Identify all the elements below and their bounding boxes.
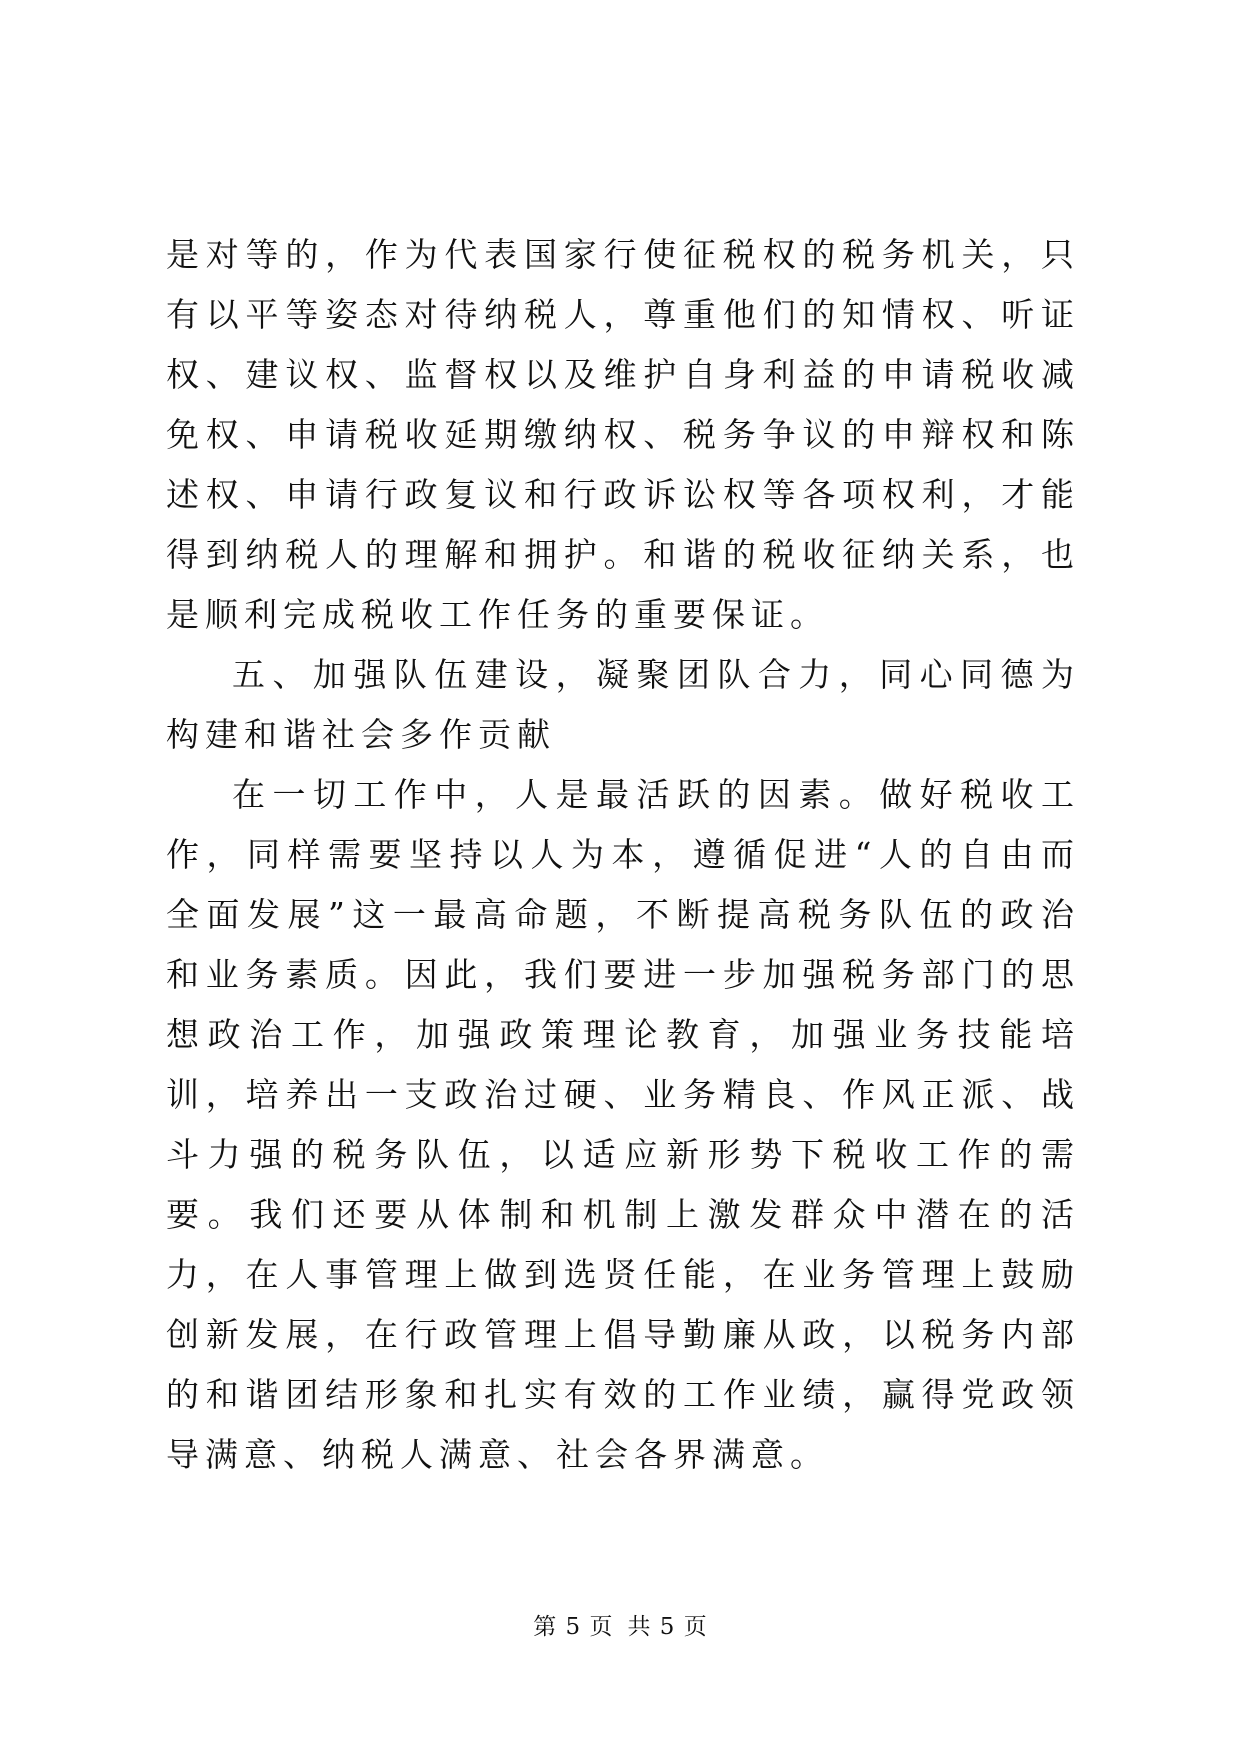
- section-heading: 五、加强队伍建设，凝聚团队合力，同心同德为构建和谐社会多作贡献: [166, 655, 1080, 754]
- page-total: 共 5 页: [627, 1614, 708, 1640]
- page-number: 第 5 页: [533, 1614, 614, 1640]
- paragraph-continuation: 是对等的，作为代表国家行使征税权的税务机关，只有以平等姿态对待纳税人，尊重他们的知情权、听证权、建议权、监督权以及维护自身利益的申请税收减免权、申请税收延期缴纳权、税务争议的申辩权和陈述权、申请行政复议和行政诉讼权等各项权利，才能得到纳税人的理解和拥护。和谐的税收征纳关系，也是顺利完成税收工作任务的重要保证。: [166, 235, 1080, 634]
- paragraph-body: 在一切工作中，人是最活跃的因素。做好税收工作，同样需要坚持以人为本，遵循促进“人的自由而全面发展”这一最高命题，不断提高税务队伍的政治和业务素质。因此，我们要进一步加强税务部门的思想政治工作，加强政策理论教育，加强业务技能培训，培养出一支政治过硬、业务精良、作风正派、战斗力强的税务队伍，以适应新形势下税收工作的需要。我们还要从体制和机制上激发群众中潜在的活力，在人事管理上做到选贤任能，在业务管理上鼓励创新发展，在行政管理上倡导勤廉从政，以税务内部的和谐团结形象和扎实有效的工作业绩，赢得党政领导满意、纳税人满意、社会各界满意。: [166, 775, 1080, 1474]
- page-footer: [0, 1612, 1241, 1642]
- document-body: [166, 225, 1080, 1485]
